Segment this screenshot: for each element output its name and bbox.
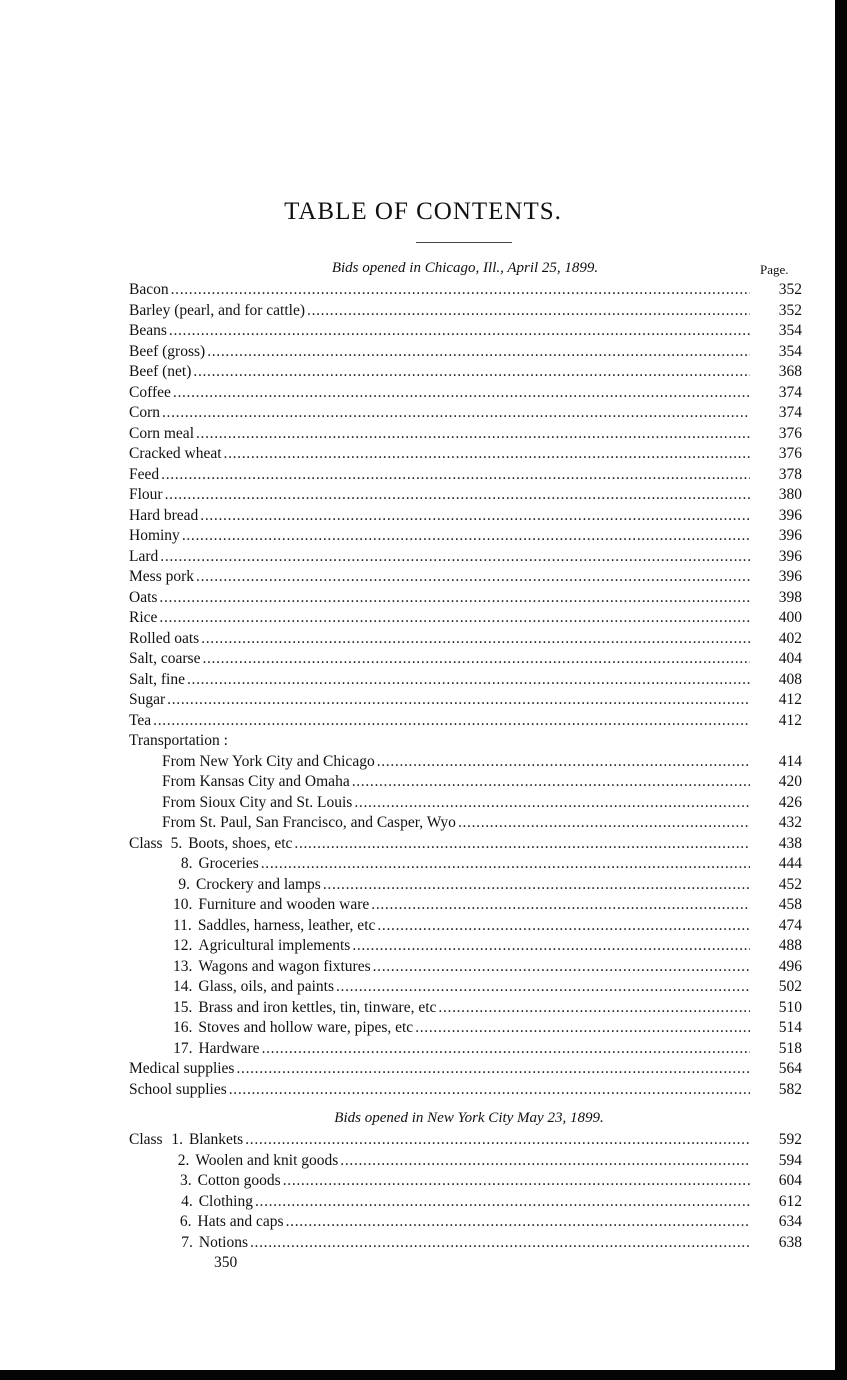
toc-entry-line bbox=[129, 444, 750, 465]
entry-label: Stoves and hollow ware, pipes, etc bbox=[198, 1019, 414, 1036]
dot-leader bbox=[373, 957, 750, 978]
toc-entry bbox=[0, 608, 847, 629]
toc-entry bbox=[0, 916, 847, 937]
page-number: 350 bbox=[214, 1254, 238, 1271]
dot-leader bbox=[202, 649, 750, 670]
entry-label: Furniture and wooden ware bbox=[198, 896, 370, 913]
entry-page-number: 368 bbox=[778, 363, 802, 380]
toc-entry-line bbox=[129, 1059, 750, 1080]
toc-entry-line bbox=[129, 321, 750, 342]
toc-entry bbox=[0, 1039, 847, 1060]
entry-label: Hominy bbox=[129, 527, 180, 544]
toc-entry bbox=[0, 854, 847, 875]
toc-entry-line bbox=[162, 772, 750, 793]
entry-label: Glass, oils, and paints bbox=[198, 978, 334, 995]
toc-entry-line bbox=[129, 547, 750, 568]
toc-entry-line bbox=[129, 1130, 750, 1151]
toc-entry-line bbox=[129, 690, 750, 711]
entry-label: School supplies bbox=[129, 1080, 227, 1098]
entry-label: Barley (pearl, and for cattle) bbox=[129, 301, 306, 319]
toc-entry-line bbox=[173, 998, 750, 1019]
entry-page-number: 594 bbox=[778, 1151, 802, 1169]
toc-entry-line bbox=[129, 649, 750, 670]
entry-label: Feed bbox=[129, 465, 160, 483]
entry-label: Corn meal bbox=[129, 424, 194, 442]
toc-entry-line bbox=[162, 813, 750, 834]
entry-label: Salt, coarse bbox=[129, 650, 201, 667]
toc-entry-line bbox=[173, 977, 750, 998]
toc-entry-line bbox=[173, 1018, 750, 1039]
entry-page-number: 420 bbox=[778, 773, 802, 790]
toc-entry bbox=[0, 588, 847, 609]
toc-entry bbox=[0, 834, 847, 855]
toc-entry-line bbox=[129, 629, 750, 650]
dot-leader bbox=[162, 403, 750, 424]
title-rule bbox=[416, 242, 512, 243]
dot-leader bbox=[153, 711, 750, 732]
entry-page-number: 378 bbox=[778, 465, 802, 483]
entry-page-number: 426 bbox=[778, 793, 802, 811]
toc-entry-line bbox=[129, 362, 750, 383]
toc-entry bbox=[0, 629, 847, 650]
entry-page-number: 374 bbox=[778, 383, 802, 401]
class-number: 17. bbox=[173, 1039, 193, 1057]
toc-entry-line bbox=[129, 485, 750, 506]
dot-leader bbox=[236, 1059, 750, 1080]
dot-leader bbox=[171, 280, 750, 301]
dot-leader bbox=[377, 752, 750, 773]
dot-leader bbox=[323, 875, 750, 896]
entry-page-number: 412 bbox=[778, 711, 802, 729]
class-number: 11. bbox=[173, 916, 192, 934]
entry-page-number: 432 bbox=[778, 814, 802, 831]
toc-entry bbox=[0, 383, 847, 404]
toc-entry bbox=[0, 403, 847, 424]
entry-label: Coffee bbox=[129, 383, 171, 401]
entry-label: Beef (net) bbox=[129, 363, 192, 380]
entry-label: Boots, shoes, etc bbox=[188, 834, 293, 852]
toc-entry-line bbox=[129, 465, 750, 486]
entry-label: Transportation : bbox=[129, 732, 228, 749]
toc-entry bbox=[0, 895, 847, 916]
class-number: 5. bbox=[170, 834, 183, 852]
toc-entry-line bbox=[173, 1171, 750, 1192]
toc-entry-line bbox=[129, 731, 750, 752]
entry-page-number: 458 bbox=[778, 896, 802, 913]
toc-entry bbox=[0, 1233, 847, 1254]
entry-page-number: 398 bbox=[778, 588, 802, 606]
class-number: 14. bbox=[173, 978, 193, 995]
entry-label: From Kansas City and Omaha bbox=[162, 773, 350, 790]
entry-page-number: 352 bbox=[778, 301, 802, 319]
toc-entry-line bbox=[129, 567, 750, 588]
entry-page-number: 564 bbox=[778, 1060, 802, 1077]
dot-leader bbox=[245, 1130, 750, 1151]
toc-entry bbox=[0, 342, 847, 363]
entry-label: Clothing bbox=[198, 1192, 253, 1210]
class-number: 4. bbox=[181, 1192, 193, 1210]
entry-label: Crockery and lamps bbox=[196, 875, 321, 893]
dot-leader bbox=[161, 465, 750, 486]
toc-entry-line bbox=[173, 875, 750, 896]
entry-label: Oats bbox=[129, 588, 158, 606]
toc-entry bbox=[0, 1212, 847, 1233]
entry-page-number: 354 bbox=[778, 342, 802, 360]
section-heading-new-york: Bids opened in New York City May 23, 1899. bbox=[334, 1110, 604, 1126]
toc-entry-line bbox=[173, 916, 750, 937]
toc-list-new-york bbox=[0, 1130, 847, 1253]
entry-label: Wagons and wagon fixtures bbox=[198, 957, 371, 975]
dot-leader bbox=[352, 772, 750, 793]
toc-entry bbox=[0, 875, 847, 896]
entry-label: Tea bbox=[129, 711, 152, 729]
dot-leader bbox=[415, 1018, 750, 1039]
toc-entry-line bbox=[173, 1039, 750, 1060]
toc-entry-line bbox=[129, 301, 750, 322]
toc-entry bbox=[0, 752, 847, 773]
toc-entry-line bbox=[173, 1192, 750, 1213]
toc-entry-line bbox=[162, 793, 750, 814]
toc-entry-line bbox=[129, 506, 750, 527]
entry-page-number: 396 bbox=[778, 547, 802, 565]
class-number: 7. bbox=[181, 1233, 193, 1251]
entry-label: Mess pork bbox=[129, 568, 195, 585]
entry-page-number: 354 bbox=[778, 322, 802, 339]
entry-label: Brass and iron kettles, tin, tinware, etc bbox=[198, 998, 437, 1016]
toc-entry-line bbox=[129, 424, 750, 445]
toc-entry-line bbox=[173, 1233, 750, 1254]
dot-leader bbox=[438, 998, 750, 1019]
section-heading-chicago: Bids opened in Chicago, Ill., April 25, 1899. bbox=[331, 260, 599, 276]
page-edge-bottom bbox=[0, 1370, 847, 1380]
entry-page-number: 582 bbox=[778, 1080, 802, 1098]
entry-label: From Sioux City and St. Louis bbox=[162, 793, 353, 811]
toc-entry-line bbox=[129, 383, 750, 404]
entry-page-number: 376 bbox=[778, 424, 802, 442]
class-number: 9. bbox=[178, 875, 191, 893]
entry-label: Blankets bbox=[188, 1131, 244, 1148]
dot-leader bbox=[159, 608, 750, 629]
entry-page-number: 374 bbox=[778, 404, 802, 421]
entry-label: Agricultural implements bbox=[198, 937, 351, 954]
toc-entry bbox=[0, 424, 847, 445]
entry-label: From St. Paul, San Francisco, and Casper, Wyo bbox=[162, 814, 456, 831]
entry-page-number: 518 bbox=[778, 1039, 802, 1057]
toc-entry-line bbox=[129, 403, 750, 424]
entry-page-number: 396 bbox=[778, 527, 802, 544]
toc-entry bbox=[0, 506, 847, 527]
entry-page-number: 514 bbox=[778, 1019, 802, 1036]
entry-page-number: 396 bbox=[778, 568, 802, 585]
dot-leader bbox=[354, 793, 750, 814]
entry-page-number: 612 bbox=[778, 1192, 802, 1210]
entry-label: Salt, fine bbox=[129, 670, 185, 688]
entry-page-number: 352 bbox=[778, 281, 802, 298]
toc-entry-line bbox=[129, 711, 750, 732]
toc-entry-line bbox=[129, 608, 750, 629]
class-number: 13. bbox=[173, 957, 193, 975]
toc-entry bbox=[0, 731, 847, 752]
dot-leader bbox=[294, 834, 750, 855]
entry-page-number: 400 bbox=[778, 609, 802, 626]
toc-entry-line bbox=[129, 670, 750, 691]
dot-leader bbox=[196, 424, 750, 445]
toc-entry bbox=[0, 465, 847, 486]
class-number: 1. bbox=[171, 1131, 183, 1148]
toc-entry bbox=[0, 977, 847, 998]
dot-leader bbox=[159, 588, 750, 609]
toc-entry bbox=[0, 711, 847, 732]
class-number: 15. bbox=[173, 998, 193, 1016]
entry-label: Rolled oats bbox=[129, 629, 200, 647]
entry-label: Hard bread bbox=[129, 506, 199, 524]
entry-page-number: 592 bbox=[778, 1131, 802, 1148]
toc-entry bbox=[0, 813, 847, 834]
toc-entry-line bbox=[173, 895, 750, 916]
toc-entry bbox=[0, 321, 847, 342]
toc-entry-line bbox=[129, 1080, 750, 1101]
toc-entry bbox=[0, 957, 847, 978]
toc-entry bbox=[0, 793, 847, 814]
entry-page-number: 412 bbox=[778, 691, 802, 708]
entry-label: Medical supplies bbox=[129, 1060, 235, 1077]
entry-page-number: 444 bbox=[778, 855, 802, 872]
entry-label: Sugar bbox=[129, 691, 166, 708]
dot-leader bbox=[165, 485, 750, 506]
toc-entry bbox=[0, 1192, 847, 1213]
entry-page-number: 510 bbox=[778, 998, 802, 1016]
toc-list-chicago bbox=[0, 280, 847, 1100]
toc-entry-line bbox=[129, 588, 750, 609]
class-number: 3. bbox=[179, 1172, 192, 1189]
toc-entry bbox=[0, 1171, 847, 1192]
dot-leader bbox=[229, 1080, 750, 1101]
toc-entry bbox=[0, 526, 847, 547]
toc-entry-line bbox=[173, 957, 750, 978]
dot-leader bbox=[377, 916, 750, 937]
entry-page-number: 452 bbox=[778, 875, 802, 893]
entry-label: Cracked wheat bbox=[129, 445, 222, 462]
dot-leader bbox=[261, 854, 750, 875]
dot-leader bbox=[182, 526, 750, 547]
entry-label: Lard bbox=[129, 547, 159, 565]
dot-leader bbox=[371, 895, 750, 916]
dot-leader bbox=[196, 567, 750, 588]
class-number: 12. bbox=[173, 937, 193, 954]
toc-entry bbox=[0, 362, 847, 383]
dot-leader bbox=[160, 547, 750, 568]
toc-entry bbox=[0, 444, 847, 465]
dot-leader bbox=[169, 321, 750, 342]
entry-label: Notions bbox=[198, 1233, 248, 1251]
entry-page-number: 604 bbox=[778, 1172, 802, 1189]
toc-entry-line bbox=[173, 936, 750, 957]
class-number: 2. bbox=[177, 1151, 190, 1169]
class-number: 8. bbox=[180, 855, 193, 872]
entry-page-number: 376 bbox=[778, 445, 802, 462]
class-number: 10. bbox=[173, 896, 193, 913]
entry-label: Hats and caps bbox=[197, 1213, 284, 1230]
toc-entry bbox=[0, 1151, 847, 1172]
page-column-label: Page. bbox=[760, 262, 789, 277]
entry-label: Beef (gross) bbox=[129, 342, 206, 360]
class-prefix: Class bbox=[129, 1131, 163, 1148]
entry-page-number: 380 bbox=[778, 486, 802, 503]
dot-leader bbox=[255, 1192, 750, 1213]
dot-leader bbox=[336, 977, 750, 998]
entry-page-number: 502 bbox=[778, 978, 802, 995]
toc-entry bbox=[0, 1080, 847, 1101]
dot-leader bbox=[201, 629, 750, 650]
toc-entry bbox=[0, 772, 847, 793]
entry-page-number: 404 bbox=[778, 650, 802, 667]
entry-label: Flour bbox=[129, 486, 163, 503]
toc-entry bbox=[0, 649, 847, 670]
toc-entry-line bbox=[173, 1212, 750, 1233]
toc-entry-line bbox=[162, 752, 750, 773]
entry-page-number: 634 bbox=[778, 1213, 802, 1230]
entry-page-number: 488 bbox=[778, 937, 802, 954]
toc-entry bbox=[0, 1059, 847, 1080]
entry-label: Saddles, harness, leather, etc bbox=[197, 916, 376, 934]
entry-page-number: 402 bbox=[778, 629, 802, 647]
dot-leader bbox=[193, 362, 750, 383]
toc-entry bbox=[0, 547, 847, 568]
dot-leader bbox=[283, 1171, 750, 1192]
toc-entry bbox=[0, 280, 847, 301]
toc-entry bbox=[0, 936, 847, 957]
dot-leader bbox=[167, 690, 750, 711]
dot-leader bbox=[286, 1212, 750, 1233]
entry-label: Hardware bbox=[198, 1039, 260, 1057]
toc-entry-line bbox=[129, 342, 750, 363]
entry-label: From New York City and Chicago bbox=[162, 752, 375, 770]
toc-entry-line bbox=[173, 1151, 750, 1172]
dot-leader bbox=[207, 342, 750, 363]
entry-label: Rice bbox=[129, 609, 158, 626]
class-number: 16. bbox=[173, 1019, 193, 1036]
class-prefix: Class bbox=[129, 834, 163, 852]
toc-entry bbox=[0, 690, 847, 711]
entry-label: Bacon bbox=[129, 281, 169, 298]
entry-page-number: 638 bbox=[778, 1233, 802, 1251]
entry-label: Woolen and knit goods bbox=[195, 1151, 339, 1169]
dot-leader bbox=[187, 670, 750, 691]
toc-entry bbox=[0, 567, 847, 588]
toc-entry bbox=[0, 670, 847, 691]
dot-leader bbox=[224, 444, 750, 465]
entry-label: Beans bbox=[129, 322, 167, 339]
entry-page-number: 438 bbox=[778, 834, 802, 852]
dot-leader bbox=[200, 506, 750, 527]
entry-page-number: 396 bbox=[778, 506, 802, 524]
entry-label: Groceries bbox=[198, 855, 259, 872]
toc-entry bbox=[0, 485, 847, 506]
entry-page-number: 408 bbox=[778, 670, 802, 688]
dot-leader bbox=[458, 813, 750, 834]
toc-entry bbox=[0, 998, 847, 1019]
dot-leader bbox=[173, 383, 750, 404]
entry-page-number: 414 bbox=[778, 752, 802, 770]
toc-entry bbox=[0, 1130, 847, 1151]
page-title: TABLE OF CONTENTS. bbox=[284, 198, 562, 225]
toc-entry bbox=[0, 1018, 847, 1039]
toc-entry-line bbox=[129, 834, 750, 855]
entry-label: Corn bbox=[129, 404, 160, 421]
dot-leader bbox=[307, 301, 750, 322]
dot-leader bbox=[250, 1233, 750, 1254]
entry-label: Cotton goods bbox=[197, 1172, 281, 1189]
class-number: 6. bbox=[179, 1213, 192, 1230]
toc-entry-line bbox=[173, 854, 750, 875]
entry-page-number: 496 bbox=[778, 957, 802, 975]
toc-entry-line bbox=[129, 526, 750, 547]
toc-entry-line bbox=[129, 280, 750, 301]
toc-entry bbox=[0, 301, 847, 322]
entry-page-number: 474 bbox=[778, 916, 802, 934]
dot-leader bbox=[262, 1039, 750, 1060]
dot-leader bbox=[352, 936, 750, 957]
dot-leader bbox=[340, 1151, 750, 1172]
